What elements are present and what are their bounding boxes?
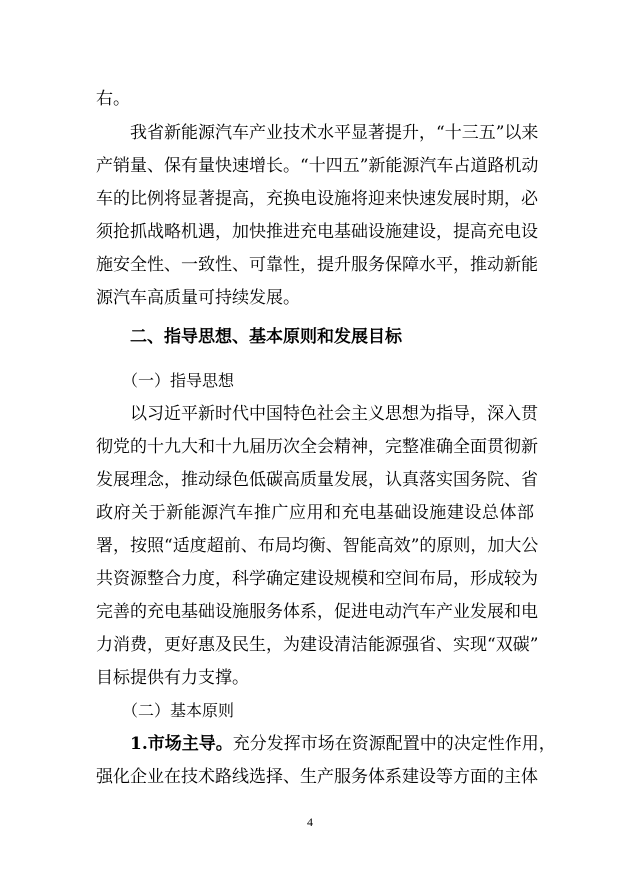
subsection-heading: （二）基本原则 (122, 701, 235, 720)
text-line: 署，按照“适度超前、布局均衡、智能高效”的原则，加大公 (96, 536, 539, 556)
principle-text: 充分发挥市场在资源配置中的决定性作用， (232, 734, 556, 754)
text-line: 共资源整合力度，科学确定建设规模和空间布局，形成较为 (96, 569, 538, 589)
text-line: 施安全性、一致性、可靠性，提升服务保障水平，推动新能 (96, 255, 538, 275)
text-line: 我省新能源汽车产业技术水平显著提升，“十三五”以来 (130, 123, 539, 143)
section-heading: 二、指导思想、基本原则和发展目标 (130, 327, 402, 347)
text-line: 源汽车高质量可持续发展。 (96, 288, 300, 308)
subsection-heading: （一）指导思想 (122, 371, 235, 390)
principle-title: 1.市场主导。 (130, 734, 233, 754)
text-line: 以习近平新时代中国特色社会主义思想为指导，深入贯 (130, 404, 538, 424)
page-number: 4 (307, 815, 313, 829)
text-line (130, 733, 556, 755)
text-line: 完善的充电基础设施服务体系，促进电动汽车产业发展和电 (96, 602, 538, 622)
text-line: 须抢抓战略机遇，加快推进充电基础设施建设，提高充电设 (96, 222, 538, 242)
text-line: 车的比例将显著提高，充换电设施将迎来快速发展时期，必 (96, 189, 538, 209)
text-line: 强化企业在技术路线选择、生产服务体系建设等方面的主体 (96, 767, 538, 787)
text-line: 目标提供有力支撑。 (96, 668, 249, 688)
text-line: 产销量、保有量快速增长。“十四五”新能源汽车占道路机动 (96, 156, 539, 176)
text-line: 右。 (96, 89, 130, 109)
text-line: 彻党的十九大和十九届历次全会精神，完整准确全面贯彻新 (96, 437, 538, 457)
text-line: 发展理念，推动绿色低碳高质量发展，认真落实国务院、省 (96, 470, 538, 490)
text-line: 力消费，更好惠及民生，为建设清洁能源强省、实现“双碳” (96, 635, 539, 655)
text-line: 政府关于新能源汽车推广应用和充电基础设施建设总体部 (96, 503, 534, 523)
